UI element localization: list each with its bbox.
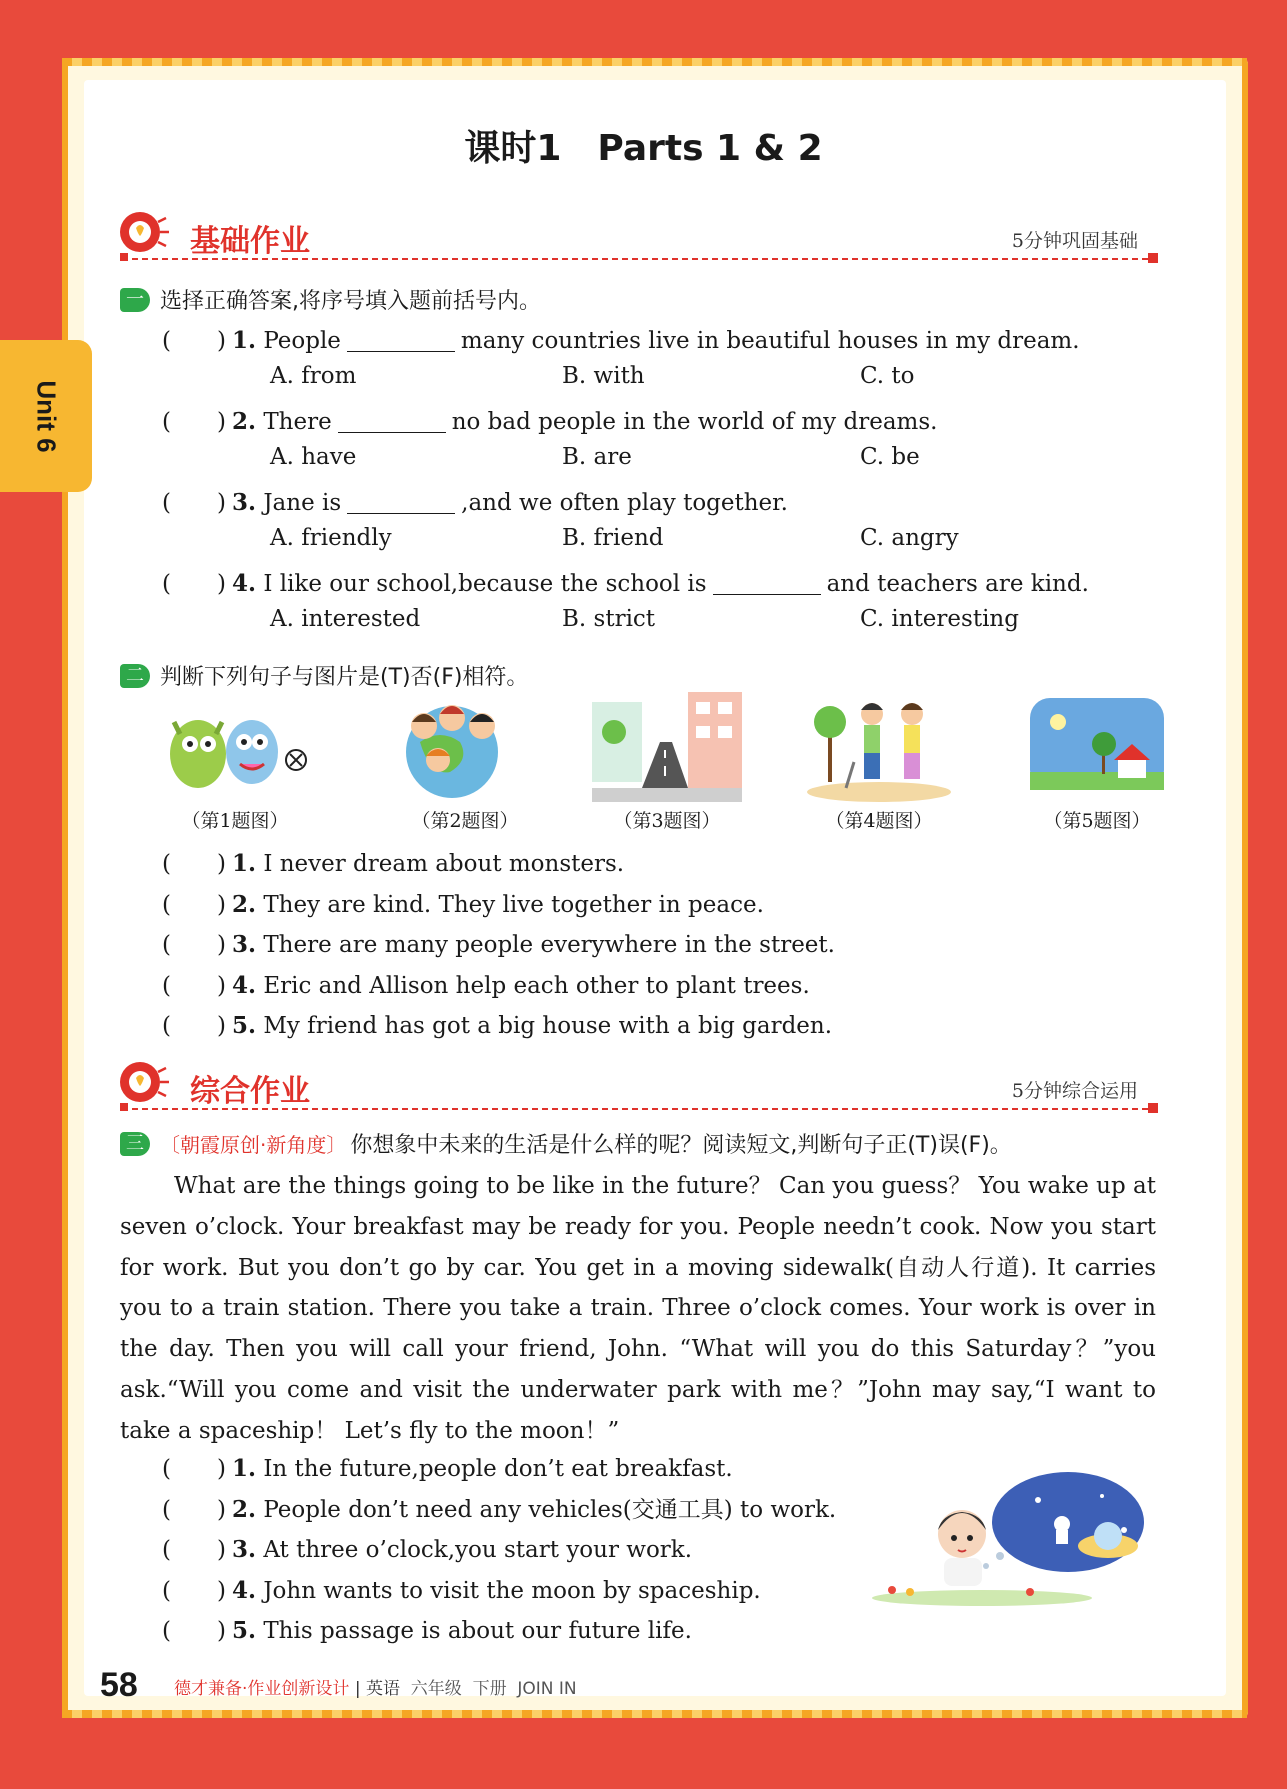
item-number: 2. [232,408,257,435]
option-a: A. friendly [270,525,392,551]
q1-instruction: 选择正确答案,将序号填入题前括号内。 [160,289,541,314]
item-text: This passage is about our future life. [263,1618,692,1644]
item-number: 5. [232,1617,257,1644]
rule-start-mark [120,1103,128,1111]
section-comprehensive-hint: 5分钟综合运用 [1011,1080,1138,1102]
option-c: C. to [860,363,915,389]
footer-separator: | [354,1679,361,1699]
option-b: B. strict [562,606,656,632]
q2-item-2 [162,886,764,919]
q2-instruction: 判断下列句子与图片是(T)否(F)相符。 [160,665,529,690]
children-globe-picture [390,692,540,802]
item-number: 2. [232,891,257,918]
item-number: 4. [232,570,257,597]
q3-item-1 [162,1450,733,1483]
page-number: 58 [100,1666,138,1704]
footer-term: 下册 [472,1679,507,1699]
item-number: 4. [232,972,257,999]
item-text: many countries live in beautiful houses in my dream. [460,328,1080,354]
item-text: People [263,328,341,354]
rule-end-mark [1148,253,1158,263]
item-text: Jane is [263,490,342,516]
item-number: 1. [232,327,257,354]
reading-passage: What are the things going to be like in the future？ Can you guess？ You wake up at seven o’clock. Your breakfast may be ready for you. People needn’t cook. Now you start for work. But you don’t go by car. You get in a moving sidewalk(自动人行道). It carries you to a train station. There you take a train. Three o’clock comes. Your work is over in the day. Then you will call your friend, John. “What will you do this Saturday？”you ask.“Will you come and visit the underwater park with me？”John may say,“I want to take a spaceship！ Let’s fly to the moon！” [120,1173,1156,1444]
footer-grade: 六年级 [410,1679,462,1699]
item-text: ,and we often play together. [461,490,788,516]
item-number: 3. [232,1536,257,1563]
answer-bracket[interactable]: ( ) [162,1537,226,1563]
q3-tag: 〔朝霞原创·新角度〕 [160,1133,347,1157]
q3-item-3 [162,1531,692,1564]
answer-bracket[interactable]: ( ) [162,328,226,354]
bottom-wave-border [62,1710,1247,1718]
option-b: B. are [562,444,632,470]
q1-number-badge: 一 [120,288,150,312]
answer-bracket[interactable]: ( ) [162,1497,226,1523]
dreaming-child-illustration [862,1470,1162,1610]
item-text: I never dream about monsters. [263,851,625,877]
answer-blank[interactable] [338,414,446,433]
item-text: They are kind. They live together in peace. [263,892,764,918]
answer-bracket[interactable]: ( ) [162,571,226,597]
answer-bracket[interactable]: ( ) [162,973,226,999]
lesson-title: 课时1 Parts 1 & 2 [464,128,823,169]
rule-start-mark [120,253,128,261]
answer-bracket[interactable]: ( ) [162,1618,226,1644]
item-number: 5. [232,1012,257,1039]
q2-heading [120,660,528,691]
picture-caption: （第4题图） [825,810,933,832]
answer-blank[interactable] [347,495,455,514]
picture-caption: （第3题图） [613,810,721,832]
dashed-rule [122,1108,1158,1110]
q1-item-2 [162,403,937,436]
q2-number-badge: 二 [120,664,150,688]
q3-item-2 [162,1491,836,1524]
unit-tab [0,340,92,492]
answer-bracket[interactable]: ( ) [162,892,226,918]
answer-bracket[interactable]: ( ) [162,1578,226,1604]
option-a: A. interested [270,606,421,632]
picture-caption: （第1题图） [181,810,289,832]
item-text: I like our school,because the school is [263,571,707,597]
top-wave-border [62,58,1247,66]
q1-item-4 [162,565,1089,598]
footer-brand: 德才兼备·作业创新设计 [174,1679,350,1699]
item-text: My friend has got a big house with a big garden. [263,1013,833,1039]
house-garden-picture [1022,692,1172,802]
item-text: There are many people everywhere in the street. [263,932,835,958]
section-comprehensive-title: 综合作业 [190,1074,310,1109]
option-b: B. with [562,363,645,389]
rule-end-mark [1148,1103,1158,1113]
option-c: C. interesting [860,606,1019,632]
q1-heading [120,284,541,315]
section-basic-hint: 5分钟巩固基础 [1011,230,1138,252]
item-text: no bad people in the world of my dreams. [451,409,938,435]
q2-item-4 [162,967,810,1000]
answer-bracket[interactable]: ( ) [162,1456,226,1482]
q3-instruction: 你想象中未来的生活是什么样的呢？阅读短文,判断句子正(T)误(F)。 [350,1133,1012,1158]
item-number: 1. [232,1455,257,1482]
monsters-picture [160,692,310,802]
q2-item-1 [162,845,624,878]
street-picture [592,692,742,802]
footer-info [174,1674,577,1699]
answer-bracket[interactable]: ( ) [162,409,226,435]
q2-item-3 [162,926,835,959]
option-c: C. angry [860,525,959,551]
option-a: A. from [270,363,357,389]
unit-tab-label: Unit 6 [31,379,62,453]
section-comprehensive-header [118,1058,1158,1122]
item-number: 2. [232,1496,257,1523]
item-text: People don’t need any vehicles(交通工具) to work. [263,1497,837,1523]
answer-bracket[interactable]: ( ) [162,851,226,877]
q2-item-5 [162,1007,832,1040]
q1-item-3 [162,484,788,517]
picture-caption: （第2题图） [411,810,519,832]
option-c: C. be [860,444,920,470]
section-basic-title: 基础作业 [190,224,310,259]
q3-item-4 [162,1572,761,1605]
dashed-rule [122,258,1158,260]
item-text: John wants to visit the moon by spaceship. [263,1578,761,1604]
answer-bracket[interactable]: ( ) [162,1013,226,1039]
plant-trees-picture [804,692,954,802]
item-number: 1. [232,850,257,877]
footer-subject: 英语 [365,1679,400,1699]
item-text: There [263,409,332,435]
section-basic-header [118,208,1158,272]
footer-edition: JOIN IN [517,1679,577,1699]
q1-item-1 [162,322,1080,355]
answer-bracket[interactable]: ( ) [162,932,226,958]
q3-heading [120,1128,1012,1159]
q3-item-5 [162,1612,692,1645]
item-text: Eric and Allison help each other to plant trees. [263,973,810,999]
answer-blank[interactable] [713,576,821,595]
item-text: At three o’clock,you start your work. [263,1537,693,1563]
q3-number-badge: 三 [120,1132,150,1156]
item-text: In the future,people don’t eat breakfast. [263,1456,733,1482]
item-number: 4. [232,1577,257,1604]
item-number: 3. [232,489,257,516]
picture-caption: （第5题图） [1043,810,1151,832]
option-a: A. have [270,444,357,470]
item-number: 3. [232,931,257,958]
option-b: B. friend [562,525,664,551]
answer-blank[interactable] [347,333,455,352]
answer-bracket[interactable]: ( ) [162,490,226,516]
item-text: and teachers are kind. [826,571,1089,597]
